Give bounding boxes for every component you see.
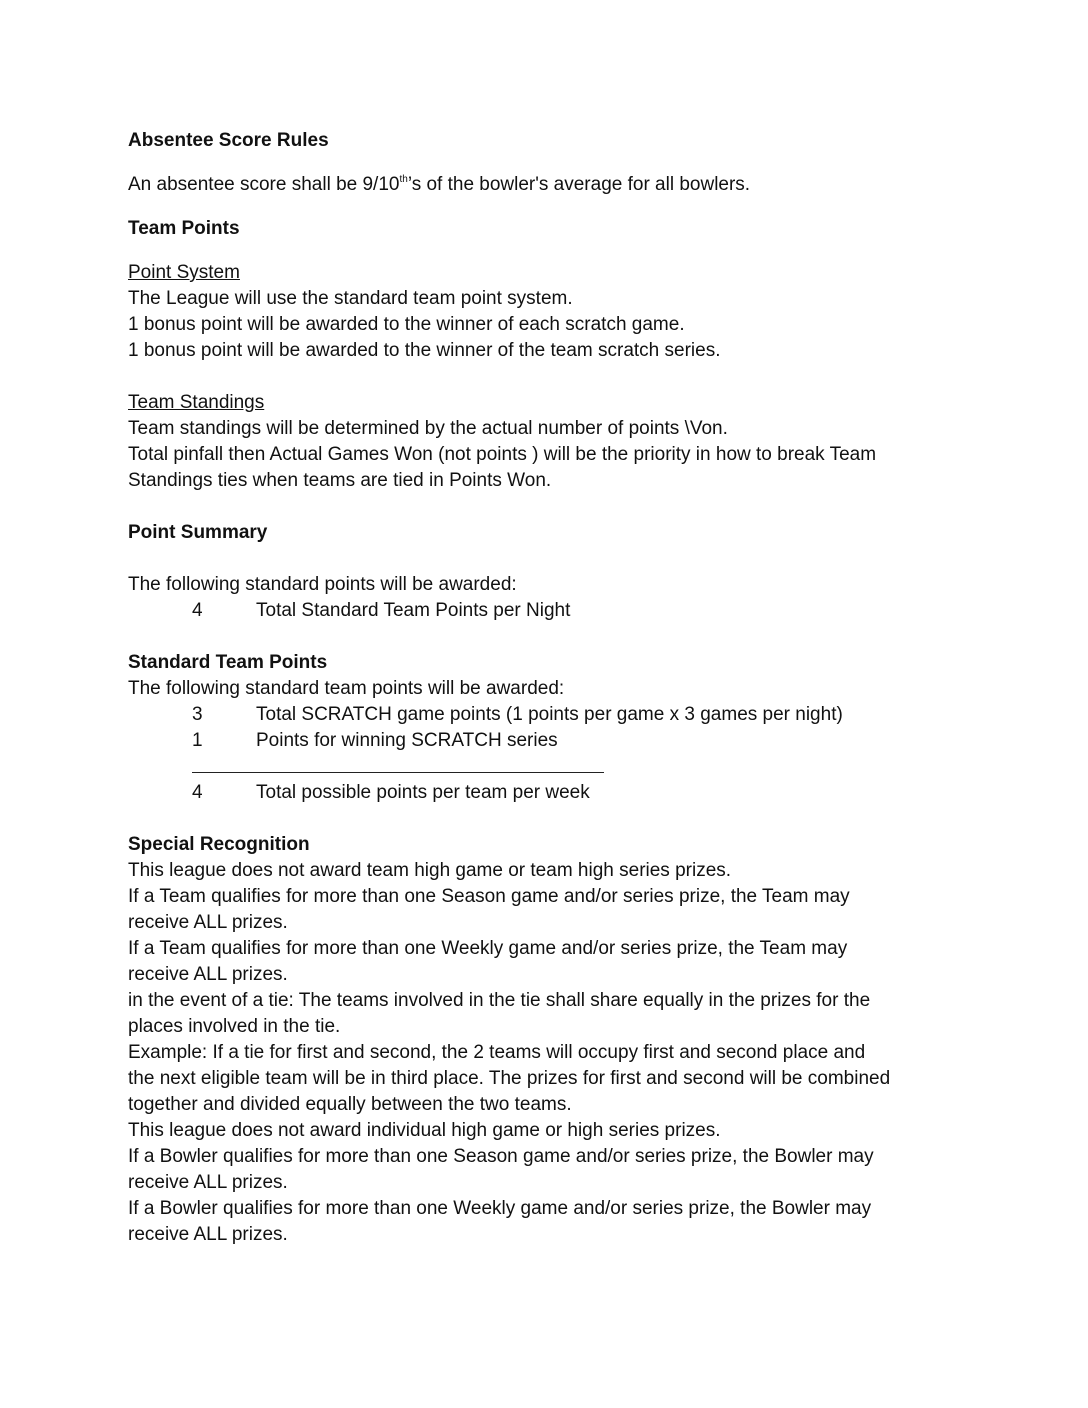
standard-points-item: [128, 702, 960, 728]
point-summary-intro: The following standard points will be awarded:: [128, 574, 517, 595]
team-points-heading: Team Points: [128, 218, 240, 239]
item-text: Total possible points per team per week: [256, 782, 590, 803]
special-recognition-line: This league does not award individual high game or high series prizes.: [128, 1120, 721, 1141]
standard-team-points-intro: The following standard team points will be awarded:: [128, 678, 565, 699]
absentee-heading: Absentee Score Rules: [128, 130, 329, 151]
special-recognition-line: If a Bowler qualifies for more than one Season game and/or series prize, the Bowler may: [128, 1146, 874, 1167]
special-recognition-heading: Special Recognition: [128, 834, 310, 855]
point-system-line: The League will use the standard team point system.: [128, 288, 573, 309]
absentee-superscript: th: [399, 174, 408, 185]
special-recognition-line: in the event of a tie: The teams involved in the tie shall share equally in the prizes for the: [128, 990, 871, 1011]
special-recognition-line: the next eligible team will be in third place. The prizes for first and second will be combined: [128, 1068, 891, 1089]
special-recognition-line: This league does not award team high game or team high series prizes.: [128, 860, 732, 881]
team-standings-line: Team standings will be determined by the actual number of points \Von.: [128, 418, 728, 439]
total-divider-line: [192, 772, 604, 773]
standard-points-item: [128, 728, 960, 754]
special-recognition-line: receive ALL prizes.: [128, 912, 288, 933]
special-recognition-line: receive ALL prizes.: [128, 964, 288, 985]
special-recognition-line: receive ALL prizes.: [128, 1172, 288, 1193]
team-standings-subheading: Team Standings: [128, 392, 265, 413]
item-number: 3: [192, 704, 203, 725]
standard-points-total: [128, 780, 960, 806]
absentee-rule-text: [128, 172, 960, 198]
absentee-text-before: An absentee score shall be 9/10: [128, 174, 400, 195]
total-divider-row: [128, 754, 960, 780]
item-text: Total Standard Team Points per Night: [256, 600, 571, 621]
special-recognition-line: If a Team qualifies for more than one Weekly game and/or series prize, the Team may: [128, 938, 848, 959]
item-text: Total SCRATCH game points (1 points per game x 3 games per night): [256, 704, 843, 725]
special-recognition-line: Example: If a tie for first and second, the 2 teams will occupy first and second place and: [128, 1042, 866, 1063]
item-number: 4: [192, 782, 203, 803]
standard-team-points-heading: Standard Team Points: [128, 652, 328, 673]
special-recognition-line: If a Bowler qualifies for more than one Weekly game and/or series prize, the Bowler may: [128, 1198, 872, 1219]
item-text: Points for winning SCRATCH series: [256, 730, 558, 751]
point-summary-item: [128, 598, 960, 624]
special-recognition-line: If a Team qualifies for more than one Season game and/or series prize, the Team may: [128, 886, 850, 907]
point-system-line: 1 bonus point will be awarded to the winner of each scratch game.: [128, 314, 685, 335]
special-recognition-line: places involved in the tie.: [128, 1016, 341, 1037]
point-system-subheading: Point System: [128, 262, 240, 283]
team-standings-line: Total pinfall then Actual Games Won (not points ) will be the priority in how to break Team: [128, 444, 877, 465]
point-system-line: 1 bonus point will be awarded to the winner of the team scratch series.: [128, 340, 721, 361]
special-recognition-line: together and divided equally between the two teams.: [128, 1094, 572, 1115]
team-standings-line: Standings ties when teams are tied in Points Won.: [128, 470, 552, 491]
point-summary-heading: Point Summary: [128, 522, 268, 543]
document-page: [128, 128, 960, 1248]
special-recognition-line: receive ALL prizes.: [128, 1224, 288, 1245]
absentee-text-after: ’s of the bowler's average for all bowlers.: [407, 174, 751, 195]
item-number: 4: [192, 600, 203, 621]
item-number: 1: [192, 730, 203, 751]
